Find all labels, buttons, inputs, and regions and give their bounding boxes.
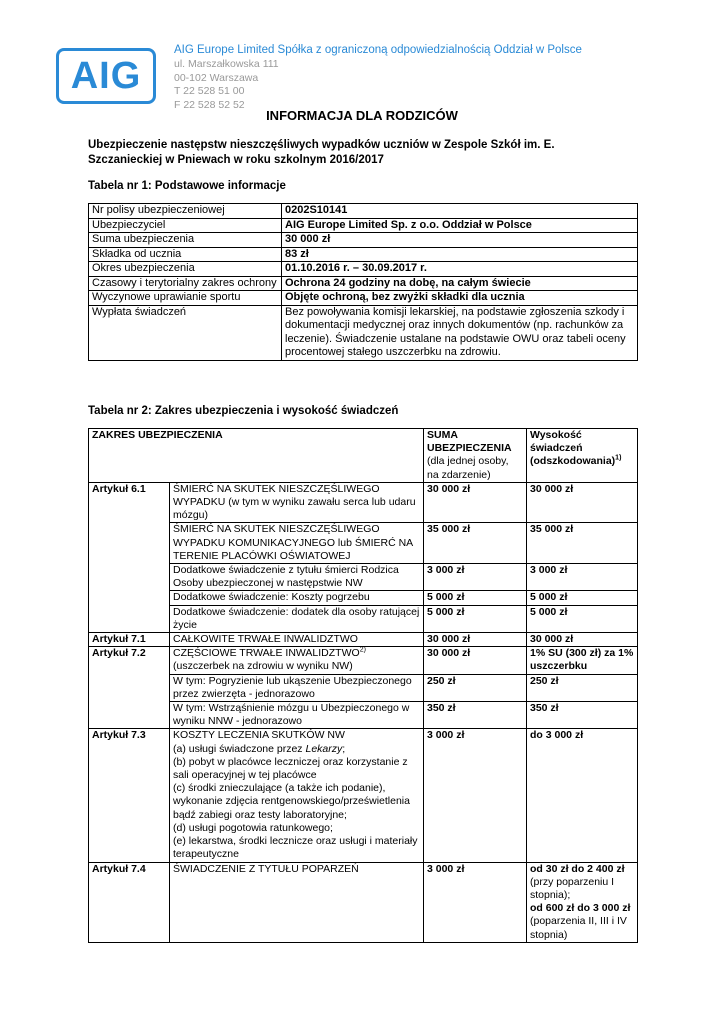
address-line: ul. Marszałkowska 111 xyxy=(174,58,279,70)
footnote-ref: 2) xyxy=(359,646,366,654)
fax-line: F 22 528 52 52 xyxy=(174,98,245,111)
scope-item: (b) pobyt w placówce leczniczej oraz korzystanie z sali operacyjnej w tej placówce xyxy=(173,755,408,782)
sum-value: 30 000 zł xyxy=(424,482,527,523)
header-benefit xyxy=(527,429,638,483)
row-label: Składka od ucznia xyxy=(89,247,282,262)
table-row xyxy=(89,262,638,277)
benefit-value: 5 000 zł xyxy=(527,591,638,605)
scope-item-emphasis: Lekarzy xyxy=(305,742,343,755)
scope-title: KOSZTY LECZENIA SKUTKÓW NW xyxy=(173,729,345,742)
logo-text: AIG xyxy=(70,55,142,97)
document-subtitle xyxy=(88,138,648,168)
article-label: Artykuł 6.1 xyxy=(89,482,170,632)
table-row xyxy=(89,862,638,942)
scope-desc xyxy=(170,647,424,674)
table-row xyxy=(89,591,638,605)
row-label: Ubezpieczyciel xyxy=(89,218,282,233)
article-label: Artykuł 7.3 xyxy=(89,729,170,862)
scope-desc: ŚWIADCZENIE Z TYTUŁU POPARZEŃ xyxy=(170,862,424,942)
table-row xyxy=(89,564,638,591)
table-row xyxy=(89,605,638,632)
company-address xyxy=(174,58,279,112)
scope-item: (e) lekarstwa, środki lecznicze oraz usługi i materiały terapeutyczne xyxy=(173,835,418,861)
scope-item: (d) usługi pogotowia ratunkowego; xyxy=(173,821,333,834)
scope-desc xyxy=(170,482,424,523)
document-title: INFORMACJA DLA RODZICÓW xyxy=(266,108,458,123)
address-line: 00-102 Warszawa xyxy=(174,71,259,84)
table-row xyxy=(89,702,638,729)
article-label: Artykuł 7.4 xyxy=(89,862,170,942)
row-label: Suma ubezpieczenia xyxy=(89,233,282,248)
benefit-range: od 30 zł do 2 400 zł xyxy=(530,862,625,875)
scope-desc-note: (uszczerbek na zdrowiu w wyniku NW) xyxy=(173,660,353,673)
row-value: Objęte ochroną, bez zwyżki składki dla ucznia xyxy=(282,291,638,306)
header-sum xyxy=(424,429,527,483)
table-row xyxy=(89,204,638,219)
sum-value: 350 zł xyxy=(424,702,527,729)
row-label: Wyczynowe uprawianie sportu xyxy=(89,291,282,306)
article-label: Artykuł 7.1 xyxy=(89,633,170,647)
basic-info-table xyxy=(88,203,638,361)
sum-value: 3 000 zł xyxy=(424,729,527,862)
scope-desc: Dodatkowe świadczenie z tytułu śmierci Rodzica Osoby ubezpieczonej w następstwie NW xyxy=(170,564,424,591)
footnote-ref: 1) xyxy=(615,454,622,462)
company-name: AIG Europe Limited Spółka z ograniczoną odpowiedzialnością Oddział w Polsce xyxy=(174,44,582,56)
scope-desc: Dodatkowe świadczenie: Koszty pogrzebu xyxy=(170,591,424,605)
sum-value: 35 000 zł xyxy=(424,523,527,564)
sum-value: 30 000 zł xyxy=(424,647,527,674)
table-row xyxy=(89,633,638,647)
aig-logo xyxy=(56,48,156,104)
scope-desc: W tym: Pogryzienie lub ukąszenie Ubezpieczonego przez zwierzęta - jednorazowo xyxy=(170,674,424,701)
row-value: 83 zł xyxy=(282,247,638,262)
sum-value: 250 zł xyxy=(424,674,527,701)
row-label: Czasowy i terytorialny zakres ochrony xyxy=(89,276,282,291)
benefit-value: do 3 000 zł xyxy=(527,729,638,862)
scope-desc: W tym: Wstrząśnienie mózgu u Ubezpieczonego w wyniku NNW - jednorazowo xyxy=(170,702,424,729)
scope-desc: CAŁKOWITE TRWAŁE INWALIDZTWO xyxy=(170,633,424,647)
row-value: AIG Europe Limited Sp. z o.o. Oddział w Polsce xyxy=(282,218,638,233)
scope-desc-caps: ŚMIERĆ NA SKUTEK NIESZCZĘŚLIWEGO WYPADKU xyxy=(173,482,380,509)
table-row xyxy=(89,482,638,523)
table-header-row xyxy=(89,429,638,483)
sum-value: 5 000 zł xyxy=(424,605,527,632)
table2-heading: Tabela nr 2: Zakres ubezpieczenia i wysokość świadczeń xyxy=(88,405,399,417)
table-row xyxy=(89,674,638,701)
row-value: 01.10.2016 r. – 30.09.2017 r. xyxy=(282,262,638,277)
benefit-range-2 xyxy=(530,902,634,942)
scope-desc: Dodatkowe świadczenie: dodatek dla osoby ratującej życie xyxy=(170,605,424,632)
benefit-value: 3 000 zł xyxy=(527,564,638,591)
row-value: 30 000 zł xyxy=(282,233,638,248)
sum-value: 5 000 zł xyxy=(424,591,527,605)
sum-value: 3 000 zł xyxy=(424,564,527,591)
header-scope: ZAKRES UBEZPIECZENIA xyxy=(89,429,424,483)
benefit-note: (przy poparzeniu I stopnia); xyxy=(530,875,615,901)
benefit-note: (poparzenia II, III i IV stopnia) xyxy=(530,915,627,941)
phone-line: T 22 528 51 00 xyxy=(174,85,245,98)
benefit-value: 5 000 zł xyxy=(527,605,638,632)
table-row xyxy=(89,291,638,306)
scope-item xyxy=(173,743,420,756)
table-row xyxy=(89,305,638,360)
benefit-value: 250 zł xyxy=(527,674,638,701)
table-row xyxy=(89,523,638,564)
header-benefit-title: Wysokość świadczeń (odszkodowania) xyxy=(530,429,616,468)
header-sum-title: SUMA UBEZPIECZENIA xyxy=(427,429,512,455)
benefit-value xyxy=(527,862,638,942)
table1-heading: Tabela nr 1: Podstawowe informacje xyxy=(88,180,286,192)
table-row xyxy=(89,647,638,674)
benefit-value: 1% SU (300 zł) za 1% uszczerbku xyxy=(527,647,638,674)
scope-item: (c) środki znieczulające (a także ich podanie), wykonanie zdjęcia rentgenowskiego/prześwietlenia bądź zabiegi oraz testy laboratoryjne; xyxy=(173,782,410,821)
benefit-value: 350 zł xyxy=(527,702,638,729)
article-label: Artykuł 7.2 xyxy=(89,647,170,729)
benefit-range-bold: od 600 zł do 3 000 zł xyxy=(530,902,631,915)
row-label: Okres ubezpieczenia xyxy=(89,262,282,277)
benefit-value: 30 000 zł xyxy=(527,633,638,647)
sum-value: 3 000 zł xyxy=(424,862,527,942)
scope-desc-main: CZĘŚCIOWE TRWAŁE INWALIDZTWO xyxy=(173,647,360,660)
scope-desc xyxy=(170,729,424,862)
row-value: Bez powoływania komisji lekarskiej, na podstawie zgłoszenia szkody i dokumentacji medycznej oraz innych dokumentów (np. rachunków za leczenie). Świadczenie ustalane na podstawie OWU oraz tabeli oceny procentowej stałego uszczerbku na zdrowiu. xyxy=(282,305,638,360)
table-row xyxy=(89,233,638,248)
row-value: Ochrona 24 godziny na dobę, na całym świecie xyxy=(282,276,638,291)
header-sum-note: (dla jednej osoby, na zdarzenie) xyxy=(427,455,509,481)
row-label: Wypłata świadczeń xyxy=(89,305,282,360)
scope-item-end: ; xyxy=(342,742,346,755)
table-row xyxy=(89,247,638,262)
scope-item-text: (a) usługi świadczone przez xyxy=(173,742,306,755)
coverage-table xyxy=(88,428,638,943)
benefit-value: 30 000 zł xyxy=(527,482,638,523)
table-row xyxy=(89,218,638,233)
row-value: 0202S10141 xyxy=(282,204,638,219)
table-row xyxy=(89,729,638,862)
sum-value: 30 000 zł xyxy=(424,633,527,647)
scope-desc-rest: (w tym w wyniku zawału serca lub udaru mózgu) xyxy=(173,496,416,522)
subtitle-line: Szczanieckiej w Pniewach w roku szkolnym 2016/2017 xyxy=(88,154,384,166)
benefit-value: 35 000 zł xyxy=(527,523,638,564)
row-label: Nr polisy ubezpieczeniowej xyxy=(89,204,282,219)
table-row xyxy=(89,276,638,291)
subtitle-line: Ubezpieczenie następstw nieszczęśliwych wypadków uczniów w Zespole Szkół im. E. xyxy=(88,139,555,151)
scope-desc: ŚMIERĆ NA SKUTEK NIESZCZĘŚLIWEGO WYPADKU KOMUNIKACYJNEGO lub ŚMIERĆ NA TERENIE PLACÓWKI OŚWIATOWEJ xyxy=(170,523,424,564)
